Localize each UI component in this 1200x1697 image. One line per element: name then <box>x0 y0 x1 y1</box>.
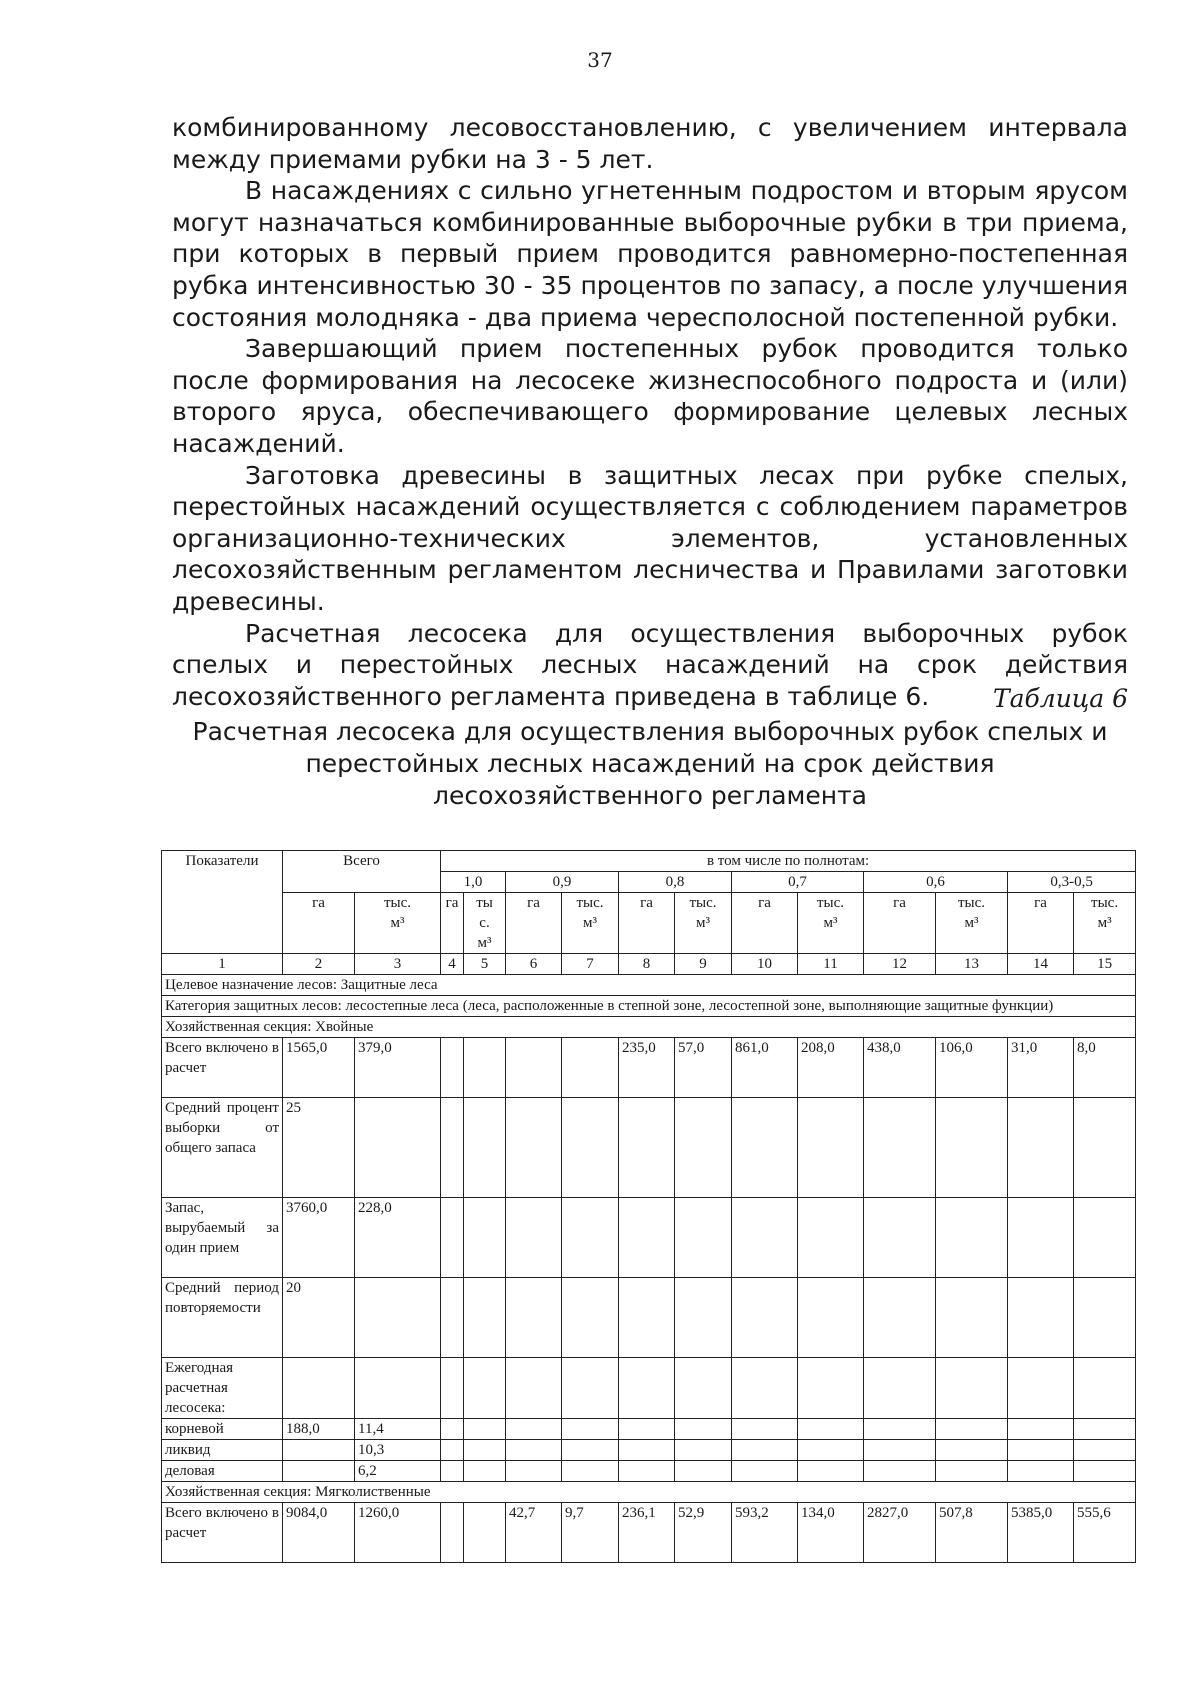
table-cell: 8,0 <box>1074 1038 1136 1098</box>
table-cell: 208,0 <box>798 1038 864 1098</box>
table-cell: 507,8 <box>936 1503 1008 1563</box>
table-cell: 11,4 <box>355 1419 441 1440</box>
table-cell: 20 <box>283 1278 355 1358</box>
table-cell <box>936 1461 1008 1482</box>
table-cell <box>1008 1461 1074 1482</box>
section-title: Хозяйственная секция: Мягколиственные <box>162 1482 1136 1503</box>
header-ha: га <box>619 893 675 954</box>
table-cell <box>675 1198 732 1278</box>
table-cell <box>864 1461 936 1482</box>
table-cell <box>441 1503 464 1563</box>
table-cell <box>1074 1198 1136 1278</box>
table-row <box>162 1098 1136 1198</box>
header-thous-m3: тыс. м³ <box>798 893 864 954</box>
table-cell <box>464 1440 506 1461</box>
table-cell <box>798 1440 864 1461</box>
header-ha: га <box>1008 893 1074 954</box>
table-cell <box>441 1198 464 1278</box>
header-density: 0,8 <box>619 872 732 893</box>
table-cell <box>562 1038 619 1098</box>
column-number: 1 <box>162 954 283 975</box>
table-cell <box>864 1419 936 1440</box>
table-cell <box>464 1503 506 1563</box>
table-cell: 861,0 <box>732 1038 798 1098</box>
table-cell <box>441 1038 464 1098</box>
table-cell: 228,0 <box>355 1198 441 1278</box>
row-label: ликвид <box>162 1440 283 1461</box>
table-row <box>162 1503 1136 1563</box>
table-cell <box>464 1038 506 1098</box>
table-cell <box>619 1358 675 1419</box>
table-cell <box>619 1461 675 1482</box>
table-row <box>162 1358 1136 1419</box>
header-ha: га <box>283 893 355 954</box>
table-cell <box>562 1198 619 1278</box>
header-total: Всего <box>283 851 441 893</box>
table-cell <box>798 1358 864 1419</box>
table-cell <box>464 1198 506 1278</box>
paragraph: комбинированному лесовосстановлению, с увеличением интервала между приемами рубки на 3 - 5 лет. <box>172 113 1128 174</box>
header-ha: га <box>864 893 936 954</box>
table-cell: 188,0 <box>283 1419 355 1440</box>
table-cell: 9,7 <box>562 1503 619 1563</box>
table-row <box>162 1461 1136 1482</box>
table-cell <box>1008 1198 1074 1278</box>
table-cell <box>464 1098 506 1198</box>
header-density: 1,0 <box>441 872 506 893</box>
table-cell <box>864 1098 936 1198</box>
table-cell: 31,0 <box>1008 1038 1074 1098</box>
table-cell <box>506 1098 562 1198</box>
table-cell <box>562 1278 619 1358</box>
table-cell <box>732 1358 798 1419</box>
header-density: 0,3-0,5 <box>1008 872 1136 893</box>
table-cell <box>464 1461 506 1482</box>
row-label: Средний процент выборки от общего запаса <box>162 1098 283 1198</box>
column-number: 6 <box>506 954 562 975</box>
table-cell <box>1074 1358 1136 1419</box>
table-cell <box>936 1419 1008 1440</box>
header-thous-m3: тыс. м³ <box>355 893 441 954</box>
table-cell <box>441 1098 464 1198</box>
category-row: Категория защитных лесов: лесостепные леса (леса, расположенные в степной зоне, лесостепной зоне, выполняющие защитные функции) <box>162 996 1136 1017</box>
table-cell <box>1074 1461 1136 1482</box>
table-cell <box>1008 1098 1074 1198</box>
table-cell <box>675 1461 732 1482</box>
header-thous-m3: ты с. м³ <box>464 893 506 954</box>
row-label: Запас, вырубаемый за один прием <box>162 1198 283 1278</box>
page-number: 37 <box>587 48 613 72</box>
table-cell <box>1074 1278 1136 1358</box>
table-cell: 3760,0 <box>283 1198 355 1278</box>
table-cell <box>732 1098 798 1198</box>
table-cell <box>798 1461 864 1482</box>
table-title: Расчетная лесосека для осуществления выборочных рубок спелых и перестойных лесных насаждений на срок действия лесохозяйственного регламента <box>192 717 1108 810</box>
table-cell <box>936 1440 1008 1461</box>
table-cell: 235,​0 <box>619 1038 675 1098</box>
table-cell <box>1008 1440 1074 1461</box>
table-cell: 236,​1 <box>619 1503 675 1563</box>
column-numbers-row <box>162 954 1136 975</box>
table-cell <box>936 1278 1008 1358</box>
table-row <box>162 1198 1136 1278</box>
table-cell <box>1074 1098 1136 1198</box>
table-cell: 1565,0 <box>283 1038 355 1098</box>
header-thous-m3: тыс. м³ <box>1074 893 1136 954</box>
table-cell <box>562 1419 619 1440</box>
paragraph: В насаждениях с сильно угнетенным подростом и вторым ярусом могут назначаться комбинированные выборочные рубки в три приема, при которых в первый прием проводится равномерно-постепенная рубка интенсивностью 30 - 35 процентов по запасу, а после улучшения состояния молодняка - два приема чересполосной постепенной рубки. <box>172 176 1128 332</box>
table-cell <box>936 1358 1008 1419</box>
table-cell: 379,0 <box>355 1038 441 1098</box>
table-cell: 5385,0 <box>1008 1503 1074 1563</box>
column-number: 9 <box>675 954 732 975</box>
table-cell <box>506 1419 562 1440</box>
table-cell <box>864 1358 936 1419</box>
table-cell: 10,3 <box>355 1440 441 1461</box>
header-thous-m3: тыс. м³ <box>936 893 1008 954</box>
table-cell <box>1074 1419 1136 1440</box>
table-cell <box>675 1358 732 1419</box>
header-indicators: Показатели <box>162 851 283 954</box>
table-cell <box>506 1198 562 1278</box>
table-cell: 134,0 <box>798 1503 864 1563</box>
paragraph: Завершающий прием постепенных рубок проводится только после формирования на лесосеке жизнеспособного подроста и (или) второго яруса, обеспечивающего формирование целевых лесных насаждений. <box>172 334 1128 458</box>
table-cell <box>619 1198 675 1278</box>
table-cell <box>1008 1278 1074 1358</box>
table-cell <box>506 1278 562 1358</box>
table-cell <box>1008 1419 1074 1440</box>
table-cell <box>864 1278 936 1358</box>
table-cell <box>441 1278 464 1358</box>
table-cell: 25 <box>283 1098 355 1198</box>
table-cell <box>619 1278 675 1358</box>
table-row <box>162 1419 1136 1440</box>
table-cell: 9084,0 <box>283 1503 355 1563</box>
table-cell <box>936 1098 1008 1198</box>
header-density: 0,6 <box>864 872 1008 893</box>
table-row <box>162 1038 1136 1098</box>
header-thous-m3: тыс. м³ <box>562 893 619 954</box>
table-row <box>162 1278 1136 1358</box>
column-number: 11 <box>798 954 864 975</box>
column-number: 4 <box>441 954 464 975</box>
column-number: 12 <box>864 954 936 975</box>
table-row <box>162 1440 1136 1461</box>
table-cell <box>1074 1440 1136 1461</box>
table-cell <box>283 1358 355 1419</box>
table-cell <box>619 1419 675 1440</box>
table-cell <box>732 1419 798 1440</box>
table-cell <box>798 1098 864 1198</box>
table-cell <box>562 1440 619 1461</box>
column-number: 10 <box>732 954 798 975</box>
table-cell: 593,2 <box>732 1503 798 1563</box>
table-cell <box>1008 1358 1074 1419</box>
table-cell: 6,2 <box>355 1461 441 1482</box>
table-cell <box>441 1440 464 1461</box>
table-cell: 1260,0 <box>355 1503 441 1563</box>
table-cell <box>355 1278 441 1358</box>
column-number: 2 <box>283 954 355 975</box>
header-density: 0,7 <box>732 872 864 893</box>
paragraph: Заготовка древесины в защитных лесах при рубке спелых, перестойных насаждений осуществляется с соблюдением параметров организационно-технических элементов, установленных лесохозяйственным регламентом лесничества и Правилами заготовки древесины. <box>172 460 1128 616</box>
table-cell <box>675 1278 732 1358</box>
column-number: 5 <box>464 954 506 975</box>
table-cell <box>464 1278 506 1358</box>
row-label: Средний период повторяемос​ти <box>162 1278 283 1358</box>
table-cell <box>506 1358 562 1419</box>
table-cell <box>675 1440 732 1461</box>
table-cell <box>732 1278 798 1358</box>
table-cell <box>732 1461 798 1482</box>
column-number: 8 <box>619 954 675 975</box>
table-cell <box>864 1198 936 1278</box>
table-cell: 106,0 <box>936 1038 1008 1098</box>
table-cell <box>441 1419 464 1440</box>
table-cell: 2827,0 <box>864 1503 936 1563</box>
table-cell <box>936 1198 1008 1278</box>
table-cell: 42,7 <box>506 1503 562 1563</box>
row-label: корневой <box>162 1419 283 1440</box>
row-label: Ежегодная расчетная лесосека: <box>162 1358 283 1419</box>
table-cell <box>732 1198 798 1278</box>
header-ha: га <box>732 893 798 954</box>
table-cell <box>464 1419 506 1440</box>
column-number: 14 <box>1008 954 1074 975</box>
table-cell <box>562 1358 619 1419</box>
paragraph: Расчетная лесосека для осуществления выборочных рубок спелых и перестойных лесных насаждений на срок действия лесохозяйственного регламента приведена в таблице 6. <box>172 618 1128 711</box>
table-cell <box>506 1038 562 1098</box>
header-ha: га <box>441 893 464 954</box>
table-cell <box>864 1440 936 1461</box>
column-number: 3 <box>355 954 441 975</box>
table-cell <box>441 1358 464 1419</box>
table-label: Таблица 6 <box>992 684 1128 713</box>
header-density: 0,9 <box>506 872 619 893</box>
table-cell <box>798 1419 864 1440</box>
column-number: 13 <box>936 954 1008 975</box>
table-cell <box>506 1440 562 1461</box>
table-cell: 438,0 <box>864 1038 936 1098</box>
table-cell: 57,0 <box>675 1038 732 1098</box>
purpose-row: Целевое назначение лесов: Защитные леса <box>162 975 1136 996</box>
table-cell <box>562 1098 619 1198</box>
column-number: 15 <box>1074 954 1136 975</box>
body-text <box>172 112 1128 712</box>
table-cell <box>441 1461 464 1482</box>
header-ha: га <box>506 893 562 954</box>
table-cell <box>562 1461 619 1482</box>
table-cell <box>464 1358 506 1419</box>
row-label: Всего включено в расчет <box>162 1038 283 1098</box>
header-by-density: в том числе по полнотам: <box>441 851 1136 872</box>
table-cell <box>355 1098 441 1198</box>
row-label: деловая <box>162 1461 283 1482</box>
table-cell <box>283 1461 355 1482</box>
table-cell <box>798 1198 864 1278</box>
table-cell <box>732 1440 798 1461</box>
forest-cut-table <box>161 850 1136 1563</box>
table-cell <box>798 1278 864 1358</box>
column-number: 7 <box>562 954 619 975</box>
table-cell <box>619 1098 675 1198</box>
table-cell <box>675 1098 732 1198</box>
row-label: Всего включено в расчет <box>162 1503 283 1563</box>
section-title: Хозяйственная секция: Хвойные <box>162 1017 1136 1038</box>
table-cell: 52,9 <box>675 1503 732 1563</box>
table-cell <box>619 1440 675 1461</box>
table-cell <box>283 1440 355 1461</box>
header-thous-m3: тыс. м³ <box>675 893 732 954</box>
table-cell <box>675 1419 732 1440</box>
table-cell <box>506 1461 562 1482</box>
table-cell <box>355 1358 441 1419</box>
table-cell: 555,​6 <box>1074 1503 1136 1563</box>
